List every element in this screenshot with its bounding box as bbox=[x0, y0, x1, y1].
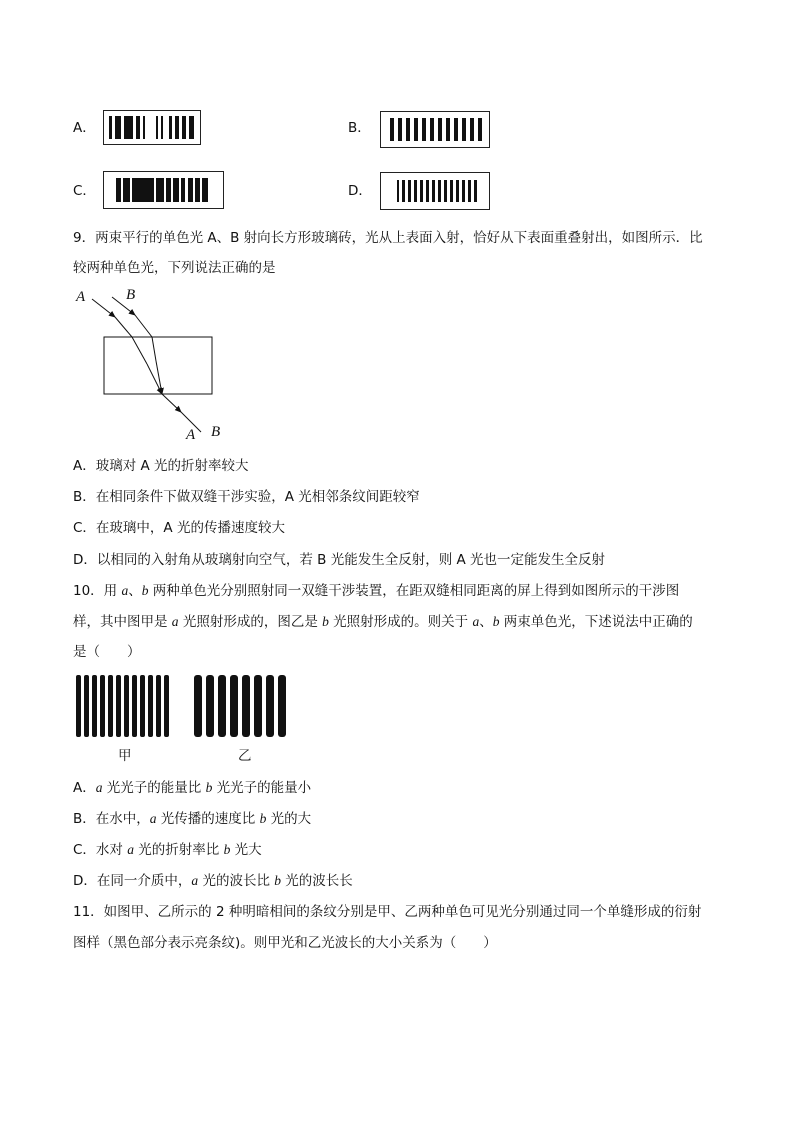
q9-option-d: D．以相同的入射角从玻璃射向空气，若 B 光能发生全反射，则 A 光也一定能发生全反射 bbox=[73, 552, 606, 568]
q9-stem-line1: 9．两束平行的单色光 A、B 射向长方形玻璃砖，光从上表面入射，恰好从下表面重叠射出，如图所示．比 bbox=[73, 230, 703, 246]
q9-stem-line2: 较两种单色光，下列说法正确的是 bbox=[73, 260, 276, 276]
q8-option-c-letter: C． bbox=[73, 183, 96, 199]
q8-pattern-a-svg bbox=[104, 111, 200, 144]
q10-label-jia: 甲 bbox=[118, 748, 132, 764]
q10-option-b: B．在水中，a 光传播的速度比 b 光的大 bbox=[73, 811, 312, 827]
q11-stem-line1: 11．如图甲、乙所示的 2 种明暗相间的条纹分别是甲、乙两种单色可见光分别通过同一个单缝形成的衍射 bbox=[73, 904, 702, 920]
q8-option-d-letter: D． bbox=[348, 183, 372, 199]
q10-pattern-yi-svg bbox=[194, 675, 294, 737]
q9-option-c: C．在玻璃中，A 光的传播速度较大 bbox=[73, 520, 285, 536]
q10-stem-line2: 样，其中图甲是 a 光照射形成的，图乙是 b 光照射形成的。则关于 a、b 两束单色光，下述说法中正确的 bbox=[73, 614, 693, 630]
q9-label-b-bottom: B bbox=[211, 424, 221, 440]
q9-label-a-bottom: A bbox=[186, 427, 196, 443]
q10-stem-line3: 是（ ） bbox=[73, 644, 141, 660]
q9-label-a-top: A bbox=[76, 289, 86, 305]
q9-option-b: B．在相同条件下做双缝干涉实验，A 光相邻条纹间距较窄 bbox=[73, 489, 420, 505]
q8-option-b-letter: B． bbox=[348, 120, 371, 136]
q10-option-a: A．a 光光子的能量比 b 光光子的能量小 bbox=[73, 780, 312, 796]
q9-label-b-top: B bbox=[126, 287, 136, 303]
q10-label-yi: 乙 bbox=[238, 748, 252, 764]
q8-pattern-c-svg bbox=[104, 172, 223, 208]
q10-pattern-yi bbox=[194, 675, 294, 737]
q8-option-a-letter: A． bbox=[73, 120, 96, 136]
q10-pattern-jia bbox=[76, 675, 176, 737]
q8-option-b-pattern bbox=[380, 111, 490, 148]
q10-pattern-jia-svg bbox=[76, 675, 176, 737]
q8-option-d-pattern bbox=[380, 172, 490, 210]
q10-option-c: C．水对 a 光的折射率比 b 光大 bbox=[73, 842, 262, 858]
q10-option-d: D．在同一介质中，a 光的波长比 b 光的波长长 bbox=[73, 873, 353, 889]
q9-refraction-diagram bbox=[70, 285, 230, 445]
q8-pattern-d-svg bbox=[381, 173, 489, 209]
q8-option-a-pattern bbox=[103, 110, 201, 145]
q8-option-c-pattern bbox=[103, 171, 224, 209]
q11-stem-line2: 图样（黑色部分表示亮条纹)。则甲光和乙光波长的大小关系为（ ） bbox=[73, 935, 497, 951]
q9-option-a: A．玻璃对 A 光的折射率较大 bbox=[73, 458, 249, 474]
q8-pattern-b-svg bbox=[381, 112, 489, 147]
q10-stem-line1: 10．用 a、b 两种单色光分别照射同一双缝干涉装置，在距双缝相同距离的屏上得到如图所示的干涉图 bbox=[73, 583, 680, 599]
q9-figure bbox=[70, 285, 230, 445]
